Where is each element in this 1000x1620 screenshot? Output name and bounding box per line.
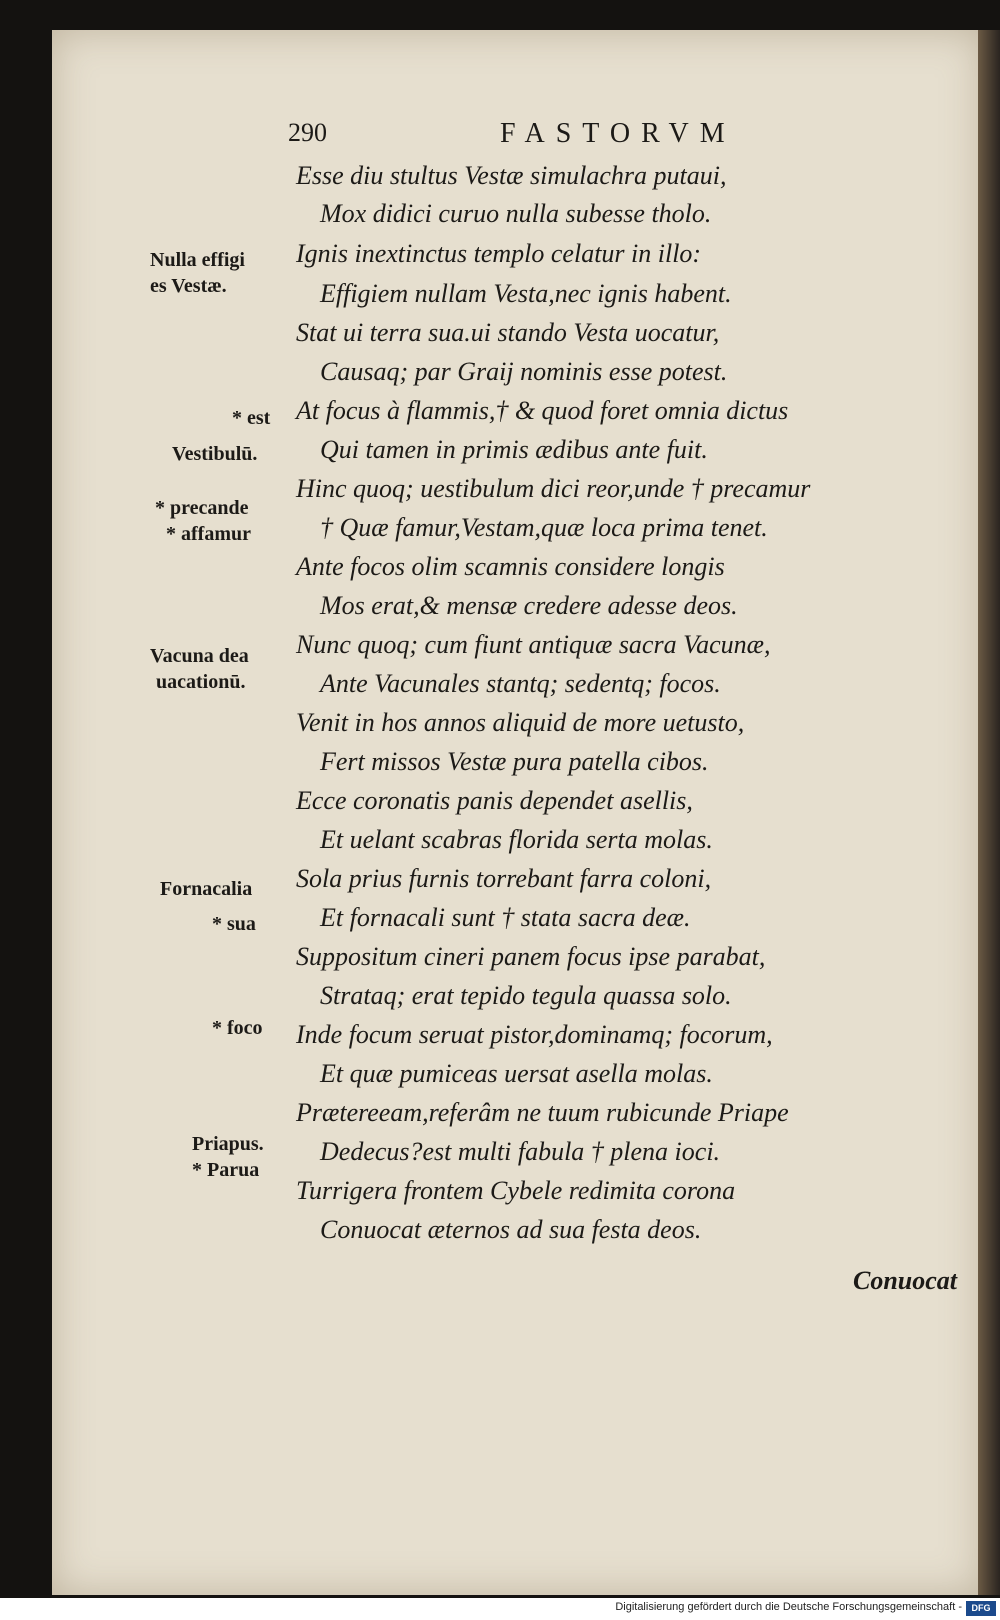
verse-line: Fert missos Vestæ pura patella cibos. [320,747,709,776]
verse-line: † Quæ famur,Vestam,quæ loca prima tenet. [320,513,768,542]
margin-note: * foco [212,1017,263,1039]
verse-line: Sola prius furnis torrebant farra coloni, [296,864,712,893]
margin-note: * est [232,407,271,429]
verse-line: Mox didici curuo nulla subesse tholo. [320,199,712,228]
margin-note: uacationū. [156,671,246,693]
verse-line: Et fornacali sunt † stata sacra deæ. [320,903,691,932]
verse-line: Dedecus?est multi fabula † plena ioci. [320,1137,721,1166]
verse-line: Causaq; par Graij nominis esse potest. [320,357,728,386]
margin-note: Nulla effigi [150,249,245,271]
margin-note: es Vestæ. [150,275,227,297]
running-head: FASTORVM [500,118,736,149]
verse-line: Prætereeam,referâm ne tuum rubicunde Priape [296,1098,789,1127]
verse-line: Ante Vacunales stantq; sedentq; focos. [320,669,721,698]
verse-line: Effigiem nullam Vesta,nec ignis habent. [320,279,732,308]
margin-note: Vestibulū. [172,443,258,465]
verse-line: Stat ui terra sua.ui stando Vesta uocatur, [296,318,720,347]
verse-line: Turrigera frontem Cybele redimita corona [296,1176,736,1205]
verse-line: Inde focum seruat pistor,dominamq; focorum, [296,1020,773,1049]
margin-note: * Parua [192,1159,260,1181]
verse-line: At focus à flammis,† & quod foret omnia dictus [296,396,789,425]
verse-line: Venit in hos annos aliquid de more uetusto, [296,708,745,737]
margin-note: Fornacalia [160,878,253,900]
margin-note: * precande [155,497,249,519]
page-stack-edge [978,30,1000,1595]
margin-note: * sua [212,913,256,935]
verse-line: Esse diu stultus Vestæ simulachra putaui, [296,161,727,190]
catchword: Conuocat [853,1266,958,1295]
footer-credit: Digitalisierung gefördert durch die Deutsche Forschungsgemeinschaft - [615,1601,962,1613]
verse-line: Mos erat,& mensæ credere adesse deos. [320,591,738,620]
verse-line: Suppositum cineri panem focus ipse parabat, [296,942,766,971]
verse-line: Conuocat æternos ad sua festa deos. [320,1215,702,1244]
verse-line: Et quæ pumiceas uersat asella molas. [320,1059,713,1088]
dfg-logo-badge: DFG [966,1601,996,1616]
margin-note: Vacuna dea [150,645,249,667]
verse-line: Ecce coronatis panis dependet asellis, [296,786,693,815]
margin-note: * affamur [166,523,251,545]
verse-line: Et uelant scabras florida serta molas. [320,825,713,854]
verse-line: Strataq; erat tepido tegula quassa solo. [320,981,732,1010]
verse-line: Nunc quoq; cum fiunt antiquæ sacra Vacunæ, [296,630,771,659]
page-number: 290 [288,118,327,147]
verse-line: Qui tamen in primis ædibus ante fuit. [320,435,708,464]
verse-line: Ante focos olim scamnis considere longis [296,552,725,581]
verse-line: Ignis inextinctus templo celatur in illo: [296,239,702,268]
margin-note: Priapus. [192,1133,264,1155]
verse-line: Hinc quoq; uestibulum dici reor,unde † precamur [296,474,811,503]
